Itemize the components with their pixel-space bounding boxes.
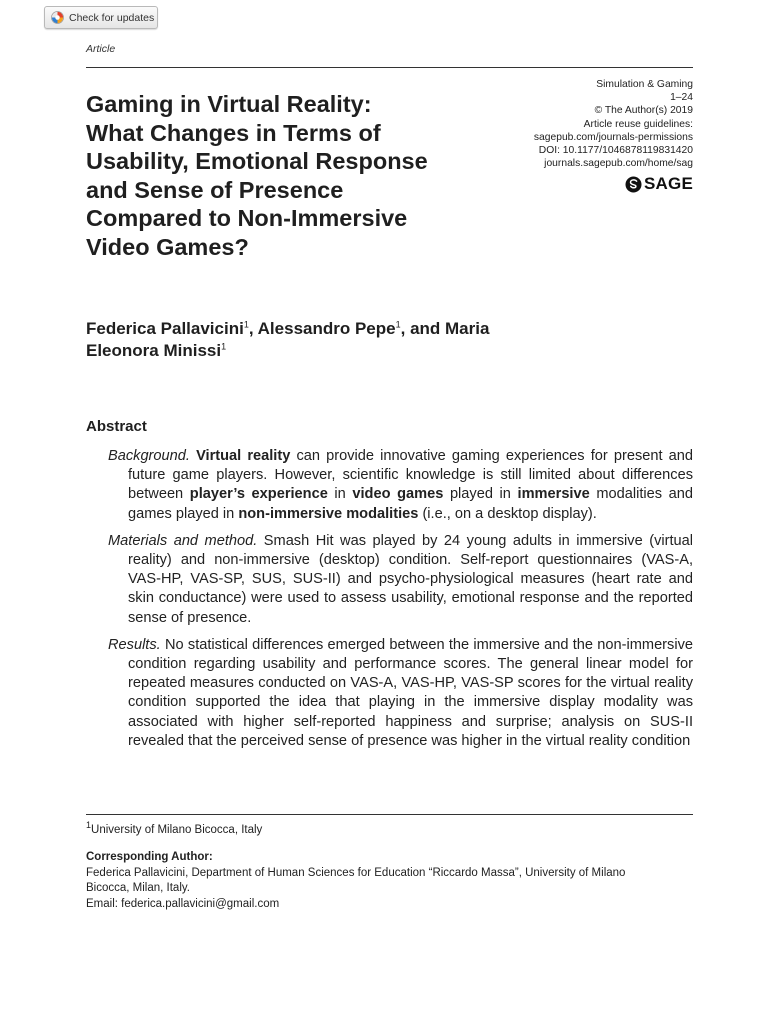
abstract-section-label: Background.	[108, 448, 190, 464]
author-line	[86, 318, 686, 340]
journal-meta-line: Article reuse guidelines:	[583, 118, 693, 130]
abstract-section-label: Materials and method.	[108, 532, 258, 549]
abstract-keyword: immersive	[517, 486, 590, 503]
author-separator: , and Maria	[400, 319, 490, 338]
journal-meta-line: © The Author(s) 2019	[594, 105, 693, 117]
author-list	[86, 318, 686, 362]
affiliation-mark: 1	[86, 820, 92, 831]
abstract-keyword: non-immersive modalities	[238, 505, 419, 522]
title-line: Gaming in Virtual Reality:	[86, 91, 372, 117]
author-name: Alessandro Pepe	[257, 319, 396, 338]
journal-meta-line: 1–24	[670, 92, 693, 104]
author-affiliation-mark: 1	[243, 319, 249, 330]
journal-meta-line[interactable]: sagepub.com/journals-permissions	[533, 131, 693, 143]
abstract-keyword: player’s experience	[189, 486, 328, 503]
sage-s-icon	[625, 176, 642, 193]
journal-meta	[473, 78, 693, 170]
abstract-text: No statistical differences emerged between the immersive and the non-immersive condition regarding usability and performance scores. The general linear model for repeated measures conducted on VAS-A, VAS-HP, VAS-SP scores for the virtual reality condition supported the idea that playing in the immersive display modality was associated with higher self-reported happiness and surprise; analysis on SUS-II revealed that the perceived sense of presence was higher in the virtual reality condition	[128, 636, 693, 749]
corresponding-author-line: Federica Pallavicini, Department of Human Sciences for Education “Riccardo Massa”, University of Milano	[86, 866, 626, 879]
affiliation-footnote	[86, 820, 263, 836]
abstract-heading: Abstract	[86, 418, 147, 435]
title-line: What Changes in Terms of	[86, 119, 381, 146]
publisher-logo	[625, 174, 693, 194]
corresponding-author-email[interactable]: Email: federica.pallavicini@gmail.com	[86, 897, 280, 910]
title-line: Video Games?	[86, 233, 249, 260]
abstract-keyword: video games	[352, 486, 444, 503]
abstract-paragraph	[108, 636, 693, 751]
corresponding-author	[86, 850, 696, 912]
author-name: Eleonora Minissi	[86, 341, 222, 360]
check-for-updates-button[interactable]	[44, 6, 158, 29]
crossmark-icon	[51, 11, 64, 24]
abstract-section-label: Results.	[108, 636, 161, 653]
author-separator: ,	[248, 319, 258, 338]
footnote-divider	[86, 814, 693, 815]
check-for-updates-label: Check for updates	[69, 11, 155, 24]
corresponding-author-line: Bicocca, Milan, Italy.	[86, 882, 190, 894]
publisher-logo-text: SAGE	[644, 174, 693, 193]
journal-meta-line[interactable]: DOI: 10.1177/1046878119831420	[538, 145, 693, 157]
title-line: and Sense of Presence	[86, 176, 344, 203]
header-divider	[86, 67, 693, 68]
affiliation-text: University of Milano Bicocca, Italy	[91, 824, 263, 836]
journal-meta-line[interactable]: journals.sagepub.com/home/sag	[544, 158, 693, 170]
author-line	[86, 340, 686, 362]
title-line: Usability, Emotional Response	[86, 148, 428, 175]
author-affiliation-mark: 1	[395, 319, 401, 330]
abstract-text: played in	[443, 486, 518, 503]
journal-meta-line: Simulation & Gaming	[596, 79, 693, 90]
author-name: Federica Pallavicini	[86, 319, 244, 338]
abstract-paragraph	[108, 447, 693, 524]
abstract-text: modalities and games played in	[128, 486, 693, 522]
abstract-keyword: Virtual reality	[196, 448, 291, 464]
abstract-text: in	[327, 486, 353, 503]
abstract-text: can provide innovative gaming experiences for present and future game players. However, scientific knowledge is still limited about differences between	[128, 448, 693, 503]
corresponding-author-heading: Corresponding Author:	[86, 851, 213, 863]
author-affiliation-mark: 1	[221, 341, 227, 352]
abstract-text: Smash Hit was played by 24 young adults in immersive (virtual reality) and non-immersive (desktop) condition. Self-report questionnaires (VAS-A, VAS-HP, VAS-SP, SUS, SUS-II) and psycho-physiological measures (heart rate and skin conductance) were used to assess usability, emotional response and the reported sense of presence.	[128, 532, 693, 626]
title-line: Compared to Non-Immersive	[86, 205, 408, 232]
paper-title	[86, 90, 506, 262]
abstract-text: (i.e., on a desktop display).	[418, 505, 597, 522]
article-type-label: Article	[86, 43, 116, 55]
abstract-body	[108, 447, 693, 759]
abstract-paragraph	[108, 532, 693, 628]
